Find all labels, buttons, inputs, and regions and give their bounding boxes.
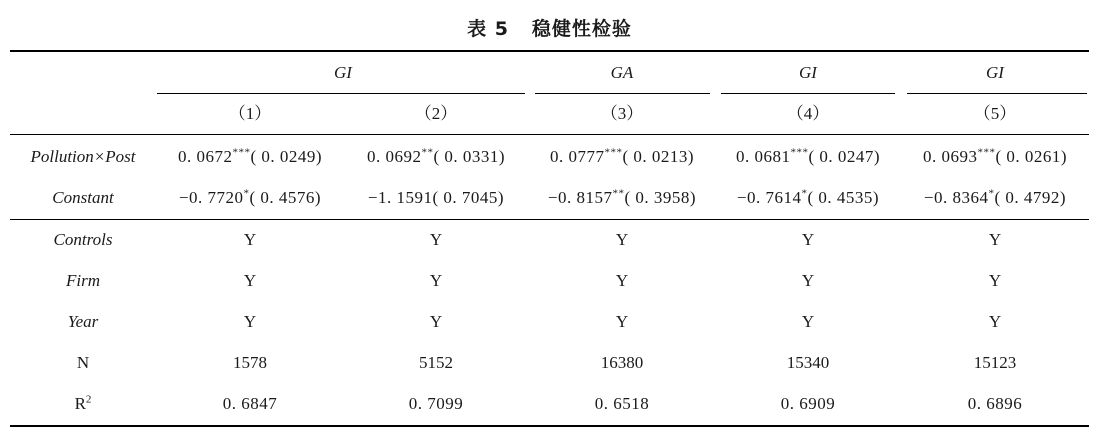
coef-cell: 0. 0777***( 0. 0213)	[549, 146, 695, 166]
table-cell: 16380	[600, 353, 644, 372]
table-cell: 0. 6896	[967, 394, 1023, 413]
column-header-2: （2）	[414, 104, 458, 123]
bottom-rule	[10, 425, 1089, 427]
coef-cell: 0. 0693***( 0. 0261)	[922, 146, 1068, 166]
column-header-1: （1）	[228, 104, 272, 123]
table-cell: 1578	[233, 353, 267, 372]
coef-cell: −0. 8157**( 0. 3958)	[547, 187, 697, 207]
table-cell: Y	[243, 312, 257, 331]
group-header-gi-1: GI	[334, 63, 352, 82]
coef-cell: 0. 0692**( 0. 0331)	[366, 146, 506, 166]
table-cell: Y	[429, 271, 443, 290]
coef-cell: −1. 1591( 0. 7045)	[367, 188, 505, 207]
row-label-year: Year	[67, 312, 99, 331]
table-cell: Y	[615, 271, 629, 290]
row-label-r-squared: $R^2$	[74, 393, 92, 413]
body-rule	[10, 219, 1089, 220]
coef-cell: −0. 7614*( 0. 4535)	[736, 187, 880, 207]
table-cell: 5152	[419, 353, 453, 372]
table-cell: 0. 6909	[780, 394, 836, 413]
table-cell: Y	[801, 271, 815, 290]
table-cell: Y	[801, 230, 815, 249]
table-cell: Y	[429, 230, 443, 249]
top-rule	[10, 50, 1089, 52]
table-cell: Y	[243, 271, 257, 290]
header-rule	[10, 134, 1089, 135]
table-cell: Y	[801, 312, 815, 331]
table-cell: Y	[988, 312, 1002, 331]
row-label-constant: Constant	[52, 188, 114, 207]
table-cell: Y	[988, 271, 1002, 290]
table-cell: 15123	[973, 353, 1017, 372]
coef-cell: 0. 0672***( 0. 0249)	[177, 146, 323, 166]
table-cell: 0. 6518	[594, 394, 650, 413]
table-cell: 15340	[786, 353, 830, 372]
table-cell: 0. 6847	[222, 394, 278, 413]
coef-cell: −0. 8364*( 0. 4792)	[923, 187, 1067, 207]
table-cell: 0. 7099	[408, 394, 464, 413]
table-cell: Y	[429, 312, 443, 331]
row-label-pollution-post: Pollution×Post	[30, 147, 136, 166]
row-label-firm: Firm	[66, 271, 100, 290]
group-underline-3	[721, 93, 895, 94]
coef-cell: −0. 7720*( 0. 4576)	[178, 187, 322, 207]
group-underline-1	[157, 93, 525, 94]
group-header-ga: GA	[610, 63, 634, 82]
table-cell: Y	[615, 230, 629, 249]
table-title: 表 5 稳健性检验	[467, 18, 632, 40]
row-label-controls: Controls	[53, 230, 113, 249]
column-header-4: （4）	[786, 104, 830, 123]
group-header-gi-5: GI	[986, 63, 1004, 82]
table-cell: Y	[615, 312, 629, 331]
group-underline-4	[907, 93, 1087, 94]
table-cell: Y	[243, 230, 257, 249]
coef-cell: 0. 0681***( 0. 0247)	[735, 146, 881, 166]
table-cell: Y	[988, 230, 1002, 249]
column-header-5: （5）	[973, 104, 1017, 123]
column-header-3: （3）	[600, 104, 644, 123]
row-label-n: N	[76, 353, 90, 372]
group-header-gi-4: GI	[799, 63, 817, 82]
group-underline-2	[535, 93, 710, 94]
